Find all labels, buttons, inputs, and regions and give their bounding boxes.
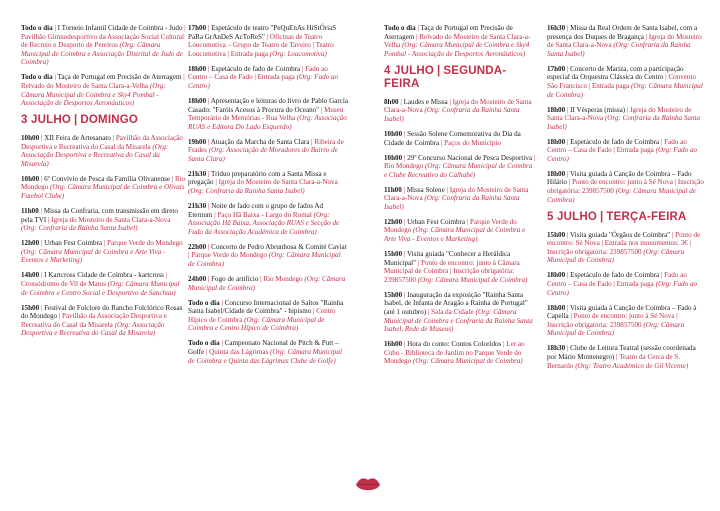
- event-organizer: (Org: Câmara Municipal de Coimbra): [547, 247, 685, 265]
- separator: |: [565, 64, 571, 73]
- separator: |: [300, 64, 306, 73]
- event-organizer: (Org: Câmara Municipal de Coimbra): [547, 187, 696, 204]
- event-time: 17h00: [188, 24, 207, 32]
- separator: |: [532, 153, 536, 162]
- event-time: 17h00: [547, 64, 566, 73]
- event-location: Pavilhão da Associação Desportiva e Recreativa do Casal da Misarela: [21, 134, 183, 151]
- event-item: [188, 97, 348, 131]
- event-item: [21, 24, 187, 67]
- event-time: 18h00: [547, 271, 566, 280]
- event-time: 10h00: [384, 153, 403, 162]
- event-time: 14h00: [21, 271, 40, 280]
- event-time: 15h00: [547, 230, 566, 239]
- event-time: 12h00: [21, 239, 40, 248]
- separator: |: [52, 73, 58, 82]
- separator: |: [39, 134, 45, 143]
- event-description: XII Feira de Artesanato: [44, 134, 111, 143]
- event-description: Concerto de Mariza, com a participação especial da Orquestra Clássica do Centro: [547, 64, 684, 82]
- event-organizer: (Org: Câmara Municipal de Coimbra): [188, 251, 341, 268]
- separator: |: [38, 207, 44, 216]
- day-weekday: SEGUNDA-FEIRA: [384, 64, 507, 90]
- separator: |: [219, 298, 225, 307]
- separator: |: [565, 271, 571, 280]
- event-item: [384, 340, 536, 366]
- event-location: Igreja do Mosteiro de Santa Clara-a-Nova: [547, 32, 702, 50]
- event-location: Rio Mondego: [263, 274, 303, 283]
- event-organizer: (Org: Associação Desportiva e Recreativa do Casal da Misarela): [21, 142, 169, 168]
- event-description: 29º Concurso Nacional de Pesca Desportiva: [407, 153, 533, 162]
- separator: |: [309, 137, 315, 146]
- column-2: [188, 24, 348, 372]
- event-item: [21, 134, 187, 168]
- separator: |: [204, 347, 210, 356]
- separator: |: [567, 178, 573, 187]
- event-location: Paços do Município: [444, 138, 501, 147]
- event-organizer: (Org: Câmara Municipal de Coimbra e Confraria da Rainha Santa Isabel, Rede de Museus): [384, 307, 533, 334]
- event-time: 8h00: [384, 97, 399, 106]
- separator: |: [402, 217, 408, 226]
- event-item: [188, 138, 348, 164]
- event-organizer: (Org: Câmara Municipal de Coimbra e Centro Social e Desportivo de Sanchuu): [21, 280, 180, 297]
- event-location: Sala da Cidade: [431, 307, 474, 316]
- event-description: Visita guiada à Canção de Coimbra – Fado à Capella: [547, 303, 697, 321]
- event-organizer: (Org: Associação Desportiva e Recreativa do Casal da Misarela): [21, 320, 165, 338]
- event-description: I Torneio Infantil Cidade de Coimbra - Judo: [57, 24, 183, 32]
- event-description: Espetáculo de fado de Coimbra: [570, 271, 660, 280]
- event-description: Fogo de artifício: [211, 274, 259, 283]
- event-item: [547, 24, 705, 58]
- event-time: Todo o dia: [384, 24, 416, 32]
- event-location: Parque Verde do Mondego: [107, 239, 183, 248]
- separator: |: [568, 312, 574, 321]
- event-location: Ponto de encontro: junto à Sé Nova | Inscrição obrigatória: 239857500: [547, 178, 704, 196]
- event-organizer: (Org: Câmara Municipal de Coimbra e Associação Distrital de Judo de Coimbra): [21, 41, 183, 67]
- event-description: Taça de Portugal em Precisão de Aterragem: [57, 73, 182, 82]
- event-time: 21h30: [188, 169, 207, 178]
- day-weekday: TERÇA-FEIRA: [606, 210, 687, 223]
- separator: |: [46, 215, 52, 224]
- event-location: Oficinas de Teatro Loucomotiva – Grupo de Teatro de Taveiro | Teatro Loucomotiva | Entrada paga: [188, 32, 334, 58]
- separator: |: [170, 174, 175, 183]
- separator: |: [39, 271, 45, 280]
- event-organizer: (Org: Câmara Municipal de Coimbra e Olivais Futebol Clube): [21, 183, 185, 201]
- event-location: Fado ao Centro – Casa de Fado | Entrada paga: [547, 271, 687, 288]
- event-time: 12h00: [384, 217, 403, 226]
- event-location: Pavilhão da Associação Desportiva e Recreativa do Casal da Misarela: [21, 312, 167, 329]
- event-time: 16h30: [547, 24, 566, 32]
- event-location: Museu Temporário de Memórias - Rua Velha: [188, 105, 344, 123]
- event-organizer: (Org: Câmara Municipal de Coimbra): [547, 81, 703, 99]
- event-time: 18h30: [547, 344, 566, 353]
- separator: |: [565, 137, 571, 146]
- event-description: Missa da Confraria, com transmissão em direto pela TVI: [21, 207, 178, 224]
- event-item: [384, 130, 536, 147]
- separator: |: [565, 105, 571, 114]
- event-organizer: (Org: Associação de Moradores do Bairro de Santa Clara): [188, 146, 338, 163]
- event-organizer: (Org: Confraria da Rainha Santa Isabel): [384, 106, 520, 123]
- event-location: Rio Mondego: [384, 162, 424, 171]
- event-description: Concurso Internacional de Saltos "Rainha Santa Isabel/Cidade de Coimbra" - hipismo: [188, 298, 344, 316]
- event-description: Sessão Solene Comemorativa do Dia da Cidade de Coimbra: [384, 129, 521, 147]
- event-time: 15h00: [21, 303, 40, 312]
- event-location: Ponto de encontro: Sé Nova | Entrada nos monumentos: 3€ | Inscrição obrigatória: 239857500: [547, 230, 701, 256]
- event-item: [21, 304, 187, 338]
- event-location: Rio Mondego: [21, 174, 186, 192]
- event-organizer: (Org: Confraria da Rainha Santa Isabel): [21, 224, 138, 233]
- separator: |: [565, 344, 571, 353]
- event-item: [547, 344, 705, 370]
- separator: |: [447, 97, 453, 106]
- event-time: 11h00: [384, 185, 402, 194]
- event-location: Quinta das Lágrimas: [209, 347, 269, 356]
- separator: |: [414, 32, 420, 41]
- separator: |: [402, 129, 408, 138]
- event-item: [547, 65, 705, 99]
- day-heading: [21, 114, 187, 127]
- separator: |: [212, 210, 218, 219]
- event-description: Tríduo preparatório com a Santa Missa e pregação: [188, 169, 327, 187]
- event-location: Convento São Francisco | Entrada paga: [547, 73, 696, 90]
- column-4: [547, 24, 705, 377]
- event-description: Inauguração da exposição "Rainha Santa Isabel, de Infanta de Aragão a Rainha de Portugal" (até 1 outubro): [384, 290, 528, 316]
- event-description: Taça de Portugal em Precisão de Aterragem: [384, 24, 513, 41]
- separator: |: [206, 24, 212, 32]
- event-time: 10h00: [21, 134, 40, 143]
- separator: |: [625, 105, 631, 114]
- day-date: 3 JULHO: [21, 114, 71, 127]
- event-location: Parque Verde do Mondego: [384, 217, 517, 235]
- separator: |: [206, 64, 212, 73]
- separator: |: [206, 96, 211, 105]
- event-time: Todo o dia: [188, 339, 220, 348]
- day-date: 5 JULHO: [547, 210, 597, 223]
- separator: |: [258, 274, 264, 283]
- event-organizer: (Org: Teatro Académico de Gil Vicente): [575, 361, 689, 370]
- separator: |: [402, 153, 408, 162]
- event-time: Todo o dia: [188, 298, 220, 307]
- event-item: [188, 339, 348, 365]
- event-time: 15h00: [384, 290, 403, 299]
- event-organizer: (Org: Câmara Municipal de Coimbra e Arte Viva - Eventos e Marketing): [384, 226, 526, 244]
- event-organizer: (Org: Câmara Municipal de Coimbra e Clube Recreativo do Calhabé): [384, 162, 533, 179]
- event-item: [21, 175, 187, 201]
- event-description: II Vésperas (missa): [570, 105, 626, 114]
- column-1: [21, 24, 187, 344]
- separator: |: [311, 307, 317, 316]
- separator: |: [206, 137, 211, 146]
- event-location: Parque Verde do Mondego: [191, 251, 267, 260]
- separator: |: [670, 230, 676, 239]
- separator: |: [181, 73, 185, 82]
- separator: |: [402, 250, 407, 259]
- event-description: Noite de fado com o grupo de fados Ad Eternum: [188, 202, 324, 219]
- lips-icon: [355, 476, 381, 494]
- event-description: Visita guiada "Conhecer a Heráldica Municipal": [384, 250, 511, 267]
- event-location: Pavilhão Gimnodesportivo da Associação Social Cultural de Recreio e Desporto de Pereiros: [21, 32, 184, 50]
- separator: |: [206, 274, 212, 283]
- event-item: [547, 231, 705, 265]
- event-item: [188, 24, 348, 58]
- event-time: 21h30: [188, 202, 207, 211]
- event-location: Igreja do Mosteiro de Santa Clara-a-Nova: [384, 185, 529, 203]
- event-item: [21, 239, 187, 265]
- event-organizer: (Org: Fado ao Centro): [547, 280, 698, 297]
- separator: |: [565, 169, 570, 178]
- event-time: 18h00: [547, 137, 566, 146]
- separator: |: [206, 242, 212, 251]
- day-separator: |: [73, 114, 78, 127]
- day-separator: |: [599, 210, 604, 223]
- event-description: Espetáculo de fado de Coimbra: [570, 137, 660, 146]
- event-location: Ponto de encontro: junto à Câmara Municipal de Coimbra | Inscrição obrigatória: 239857500: [384, 258, 520, 284]
- event-item: [547, 170, 705, 204]
- separator: |: [426, 307, 432, 316]
- event-description: Missa da Real Ordem de Santa Isabel, com a presença dos Duques de Bragança: [547, 24, 698, 41]
- event-organizer: (Org: Confraria da Rainha Santa Isabel): [384, 194, 520, 211]
- event-item: [188, 243, 348, 269]
- separator: |: [659, 271, 665, 280]
- event-item: [384, 291, 536, 334]
- event-time: 18h00: [547, 105, 566, 114]
- event-item: [21, 207, 187, 233]
- separator: |: [659, 137, 665, 146]
- separator: |: [614, 352, 620, 361]
- event-time: 15h00: [384, 250, 403, 259]
- event-location: Ribeira de Frades: [188, 137, 344, 155]
- event-time: 16h00: [384, 340, 403, 349]
- separator: |: [102, 239, 108, 248]
- event-description: Campeonato Nacional de Pitch & Putt – Golfe: [188, 339, 339, 356]
- event-time: Todo o dia: [21, 24, 53, 32]
- separator: |: [213, 178, 219, 187]
- separator: |: [39, 174, 45, 183]
- event-time: 24h00: [188, 274, 207, 283]
- event-description: Laudes e Missa: [403, 97, 448, 106]
- event-description: Urban Fest Coimbra: [44, 239, 103, 248]
- day-date: 4 JULHO: [384, 64, 434, 77]
- event-organizer: (Org: Fado ao Centro): [547, 146, 698, 163]
- event-time: 22h00: [188, 242, 207, 251]
- event-location: Relvado do Mosteiro de Santa Clara-a-Velha: [384, 32, 531, 50]
- column-3: [384, 24, 536, 372]
- event-item: [384, 98, 536, 124]
- event-description: Espetáculo de teatro "PeQuEnAs HiStÓriaS PaRa GrAnDeS AcToReS": [188, 24, 337, 41]
- event-time: 18h00: [188, 64, 207, 73]
- event-description: Concerto de Pedro Abrunhosa & Comité Caviar: [211, 242, 348, 251]
- event-time: 18h00: [188, 96, 207, 105]
- separator: |: [663, 73, 669, 82]
- separator: |: [565, 303, 570, 312]
- event-time: 10h00: [384, 129, 403, 138]
- separator: |: [416, 258, 422, 267]
- event-item: [188, 299, 348, 333]
- separator: |: [402, 340, 408, 349]
- event-organizer: (Org: Confraria da Rainha Santa Isabel): [188, 187, 305, 196]
- separator: |: [398, 97, 404, 106]
- event-location: Fado ao Centro – Casa de Fado | Entrada paga: [188, 64, 328, 82]
- event-organizer: (Org: Câmara Municipal de Coimbra): [188, 274, 346, 292]
- event-description: Missa Solene: [406, 185, 445, 194]
- separator: |: [188, 251, 192, 260]
- event-location: Ler ao Cubo - Biblioteca de Jardim no Parque Verde do Mondego: [384, 340, 525, 366]
- separator: |: [565, 230, 570, 239]
- event-item: [547, 271, 705, 297]
- separator: |: [264, 32, 270, 41]
- separator: |: [182, 24, 186, 32]
- separator: |: [501, 340, 507, 349]
- event-item: [188, 170, 348, 196]
- event-item: [21, 73, 187, 107]
- event-location: Crossódromo de Vil de Matos: [21, 280, 106, 288]
- separator: |: [163, 271, 168, 280]
- separator: |: [643, 32, 649, 41]
- separator: |: [206, 202, 212, 211]
- event-description: I Kartcross Cidade de Coimbra - kartcross: [44, 271, 164, 280]
- day-separator: |: [436, 64, 441, 77]
- event-organizer: (Org: Câmara Municipal de Coimbra): [417, 275, 528, 284]
- separator: |: [206, 169, 211, 178]
- separator: |: [110, 134, 116, 143]
- event-item: [547, 138, 705, 164]
- separator: |: [401, 185, 407, 194]
- event-description: Visita guiada "Órgãos de Coimbra": [569, 230, 671, 239]
- event-location: Igreja do Mosteiro de Santa Clara-a-Nova: [384, 97, 532, 115]
- event-description: Atuação da Marcha de Santa Clara: [210, 137, 310, 146]
- event-location: Centro Hípico de Coimbra: [188, 307, 336, 324]
- separator: |: [52, 24, 58, 32]
- event-item: [384, 154, 536, 180]
- event-item: [547, 106, 705, 132]
- event-organizer: (Org: Câmara Municipal de Coimbra e Centro Hípico de Coimbra): [188, 315, 325, 333]
- event-location: Relvado do Mosteiro de Santa Clara-a-Velha: [21, 81, 149, 90]
- event-organizer: (Org: Câmara Municipal de Coimbra e Sky4 Pombal - Associação de Desportos Aeronáuticos): [21, 81, 166, 108]
- event-item: [384, 186, 536, 212]
- event-organizer: (Org: Câmara Municipal de Coimbra e Sky4 Pombal - Associação de Desportos Aeronáuticos): [384, 41, 530, 58]
- event-organizer: (Org: Associação Hã Baixa, Associação RUAS e Secção de Fado da Associação Académica de Coimbra): [188, 210, 340, 236]
- event-time: 18h00: [547, 303, 566, 312]
- event-organizer: (Org: Câmara Municipal de Coimbra e Quinta das Lágrimas Clube de Golfe): [188, 347, 342, 365]
- event-description: Clube de Leitura Teatral (sessão coordenada por Mário Montenegro): [547, 344, 696, 361]
- event-item: [188, 65, 348, 91]
- separator: |: [39, 239, 45, 248]
- event-organizer: (Org: Fado ao Centro): [188, 73, 339, 90]
- event-description: Apresentação e leituras do livro de Pablo García Casado: "Faróis Acesos à Procura do Oceano": [188, 96, 349, 114]
- event-item: [188, 202, 348, 236]
- event-time: 11h00: [21, 207, 39, 216]
- event-location: Teatro da Cerca de S. Bernardo: [547, 352, 680, 370]
- event-organizer: (Org: Câmara Municipal de Coimbra): [547, 320, 685, 338]
- event-item: [547, 304, 705, 338]
- separator: |: [39, 303, 45, 312]
- event-organizer: (Org: Câmara Municipal de Coimbra e Arte Viva - Eventos e Marketing): [21, 247, 166, 265]
- event-description: Espetáculo de fado de Coimbra: [211, 64, 301, 73]
- event-location: Igreja do Mosteiro de Santa Clara-a-Nova: [218, 178, 338, 187]
- event-organizer: (Org: Loucomotiva): [269, 49, 327, 58]
- event-time: Todo o dia: [21, 73, 53, 82]
- separator: |: [219, 339, 225, 348]
- event-item: [384, 218, 536, 244]
- event-description: 6º Convívio de Pesca da Família Olivanense: [44, 174, 171, 183]
- separator: |: [444, 185, 450, 194]
- event-time: 19h00: [188, 137, 207, 146]
- separator: |: [439, 138, 445, 147]
- event-description: Festival de Folclore do Rancho Folclórico Rosas do Mondego: [21, 303, 183, 321]
- event-description: Urban Fest Coimbra: [407, 217, 466, 226]
- event-item: [384, 250, 536, 284]
- event-item: [188, 275, 348, 292]
- separator: |: [415, 24, 421, 32]
- event-description: Hora do conto: Contos Coloridos: [407, 340, 502, 349]
- event-organizer: (Org: Confraria da Rainha Santa Isabel): [547, 114, 701, 131]
- event-location: Fado ao Centro – Casa de Fado | Entrada paga: [547, 137, 687, 155]
- separator: |: [319, 105, 325, 114]
- separator: |: [565, 24, 571, 32]
- separator: |: [57, 312, 63, 321]
- event-description: Visita guiada à Canção de Coimbra – Fado Hilário: [547, 169, 692, 187]
- event-time: 10h00: [21, 174, 40, 183]
- event-organizer: (Org: Confraria da Rainha Santa Isabel): [547, 41, 691, 58]
- event-item: [384, 24, 536, 58]
- event-time: 18h00: [547, 169, 566, 178]
- separator: |: [465, 217, 471, 226]
- event-location: Igreja do Mosteiro de Santa Clara-a-Nova: [547, 105, 692, 123]
- day-heading: [384, 65, 536, 91]
- event-organizer: (Org: Câmara Municipal de Coimbra): [412, 357, 523, 366]
- event-location: Ponto de encontro: junto à Sé Nova | Inscrição obrigatória: 239857500: [547, 312, 678, 329]
- day-weekday: DOMINGO: [80, 114, 139, 127]
- event-location: Igreja do Mosteiro de Santa Clara-a-Nova: [51, 215, 171, 224]
- separator: |: [402, 290, 408, 299]
- event-location: Paço Hã Baixa - Largo do Romal: [217, 210, 312, 219]
- event-item: [21, 271, 187, 297]
- day-heading: [547, 211, 705, 224]
- event-organizer: (Org: Associação RUAS e Editora Do Lado Esquerdo): [188, 114, 347, 131]
